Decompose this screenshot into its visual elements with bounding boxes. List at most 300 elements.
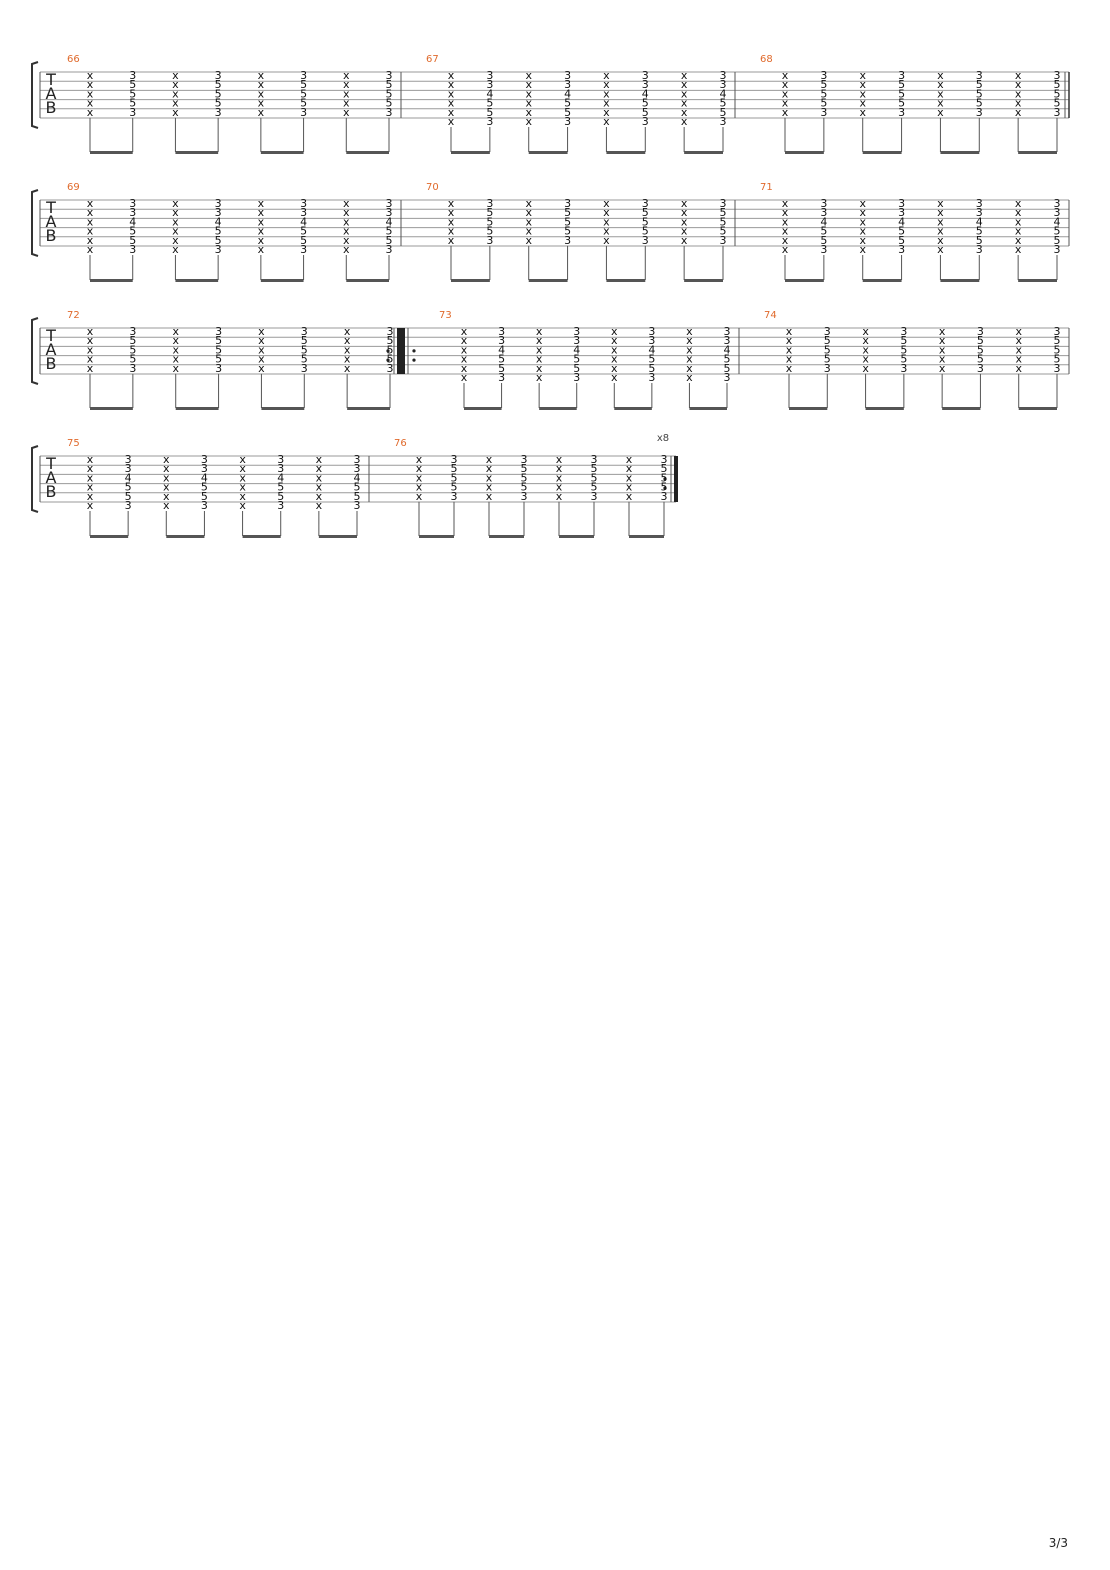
dead-note: x bbox=[603, 224, 610, 238]
dead-note: x bbox=[555, 480, 563, 494]
measure-number: 73 bbox=[439, 310, 452, 321]
fret-number: 5 bbox=[976, 334, 984, 348]
fret-number: 3 bbox=[641, 69, 649, 82]
fret-number: 5 bbox=[820, 224, 828, 238]
fret-number: 5 bbox=[520, 462, 528, 476]
fret-number: 3 bbox=[300, 69, 308, 82]
fret-number: 4 bbox=[573, 343, 581, 357]
beam bbox=[347, 407, 390, 410]
dead-note: x bbox=[680, 78, 688, 92]
dead-note: x bbox=[603, 105, 610, 119]
fret-number: 5 bbox=[498, 361, 506, 375]
fret-number: 4 bbox=[353, 471, 361, 485]
fret-number: 4 bbox=[1053, 215, 1061, 229]
beam bbox=[614, 407, 652, 410]
dead-note: x bbox=[343, 224, 350, 238]
fret-number: 3 bbox=[976, 361, 984, 375]
dead-note: x bbox=[859, 87, 866, 101]
fret-number: 5 bbox=[898, 96, 906, 110]
fret-number: 3 bbox=[1053, 69, 1061, 82]
fret-number: 5 bbox=[719, 105, 727, 119]
dead-note: x bbox=[460, 371, 468, 384]
beam bbox=[529, 279, 568, 282]
beam bbox=[866, 407, 904, 410]
fret-number: 5 bbox=[564, 105, 572, 119]
measure bbox=[67, 310, 394, 410]
dead-note: x bbox=[86, 197, 94, 210]
fret-number: 3 bbox=[976, 325, 984, 338]
measure bbox=[760, 54, 1061, 154]
fret-number: 5 bbox=[900, 343, 908, 357]
dead-note: x bbox=[315, 462, 323, 476]
fret-number: 4 bbox=[648, 343, 656, 357]
fret-number: 3 bbox=[564, 233, 572, 247]
dead-note: x bbox=[343, 361, 351, 375]
fret-number: 3 bbox=[129, 105, 137, 119]
dead-note: x bbox=[937, 215, 944, 229]
fret-number: 3 bbox=[385, 243, 393, 256]
fret-number: 5 bbox=[386, 352, 394, 366]
fret-number: 5 bbox=[385, 233, 393, 247]
beam bbox=[789, 407, 827, 410]
dead-note: x bbox=[686, 352, 693, 366]
dead-note: x bbox=[172, 96, 179, 110]
fret-number: 5 bbox=[820, 233, 828, 247]
beam bbox=[785, 151, 824, 154]
fret-number: 3 bbox=[723, 325, 731, 338]
dead-note: x bbox=[1015, 325, 1022, 338]
dead-note: x bbox=[680, 87, 688, 101]
fret-number: 3 bbox=[564, 69, 572, 82]
dead-note: x bbox=[86, 453, 94, 466]
fret-number: 5 bbox=[214, 87, 222, 101]
dead-note: x bbox=[257, 233, 265, 247]
fret-number: 3 bbox=[385, 206, 393, 220]
dead-note: x bbox=[680, 115, 688, 128]
tab-clef-letter: B bbox=[45, 98, 57, 117]
dead-note: x bbox=[172, 105, 179, 119]
dead-note: x bbox=[862, 343, 869, 357]
fret-number: 3 bbox=[660, 489, 668, 503]
measure-number: 67 bbox=[426, 54, 439, 65]
beam bbox=[1018, 151, 1057, 154]
fret-number: 5 bbox=[823, 334, 831, 348]
measure bbox=[67, 54, 393, 154]
dead-note: x bbox=[343, 78, 350, 92]
fret-number: 5 bbox=[214, 96, 222, 110]
fret-number: 3 bbox=[1053, 325, 1061, 338]
fret-number: 5 bbox=[976, 352, 984, 366]
dead-note: x bbox=[343, 215, 350, 229]
fret-number: 5 bbox=[719, 206, 727, 220]
fret-number: 5 bbox=[215, 352, 223, 366]
dead-note: x bbox=[781, 105, 789, 119]
fret-number: 3 bbox=[129, 243, 137, 256]
fret-number: 5 bbox=[564, 215, 572, 229]
beam bbox=[689, 407, 727, 410]
fret-number: 5 bbox=[215, 334, 223, 348]
fret-number: 4 bbox=[898, 215, 906, 229]
fret-number: 3 bbox=[520, 453, 528, 466]
fret-number: 3 bbox=[898, 69, 906, 82]
dead-note: x bbox=[680, 206, 688, 220]
dead-note: x bbox=[603, 233, 610, 247]
fret-number: 3 bbox=[820, 69, 828, 82]
fret-number: 3 bbox=[386, 361, 394, 375]
dead-note: x bbox=[859, 105, 866, 119]
fret-number: 3 bbox=[1053, 197, 1061, 210]
dead-note: x bbox=[862, 334, 869, 348]
fret-number: 5 bbox=[215, 343, 223, 357]
beam bbox=[464, 407, 502, 410]
dead-note: x bbox=[781, 215, 789, 229]
dead-note: x bbox=[1014, 224, 1022, 238]
fret-number: 3 bbox=[564, 78, 572, 92]
dead-note: x bbox=[343, 87, 350, 101]
fret-number: 5 bbox=[660, 480, 668, 494]
dead-note: x bbox=[785, 352, 793, 366]
repeat-dot bbox=[412, 349, 415, 352]
fret-number: 3 bbox=[820, 197, 828, 210]
measure-number: 76 bbox=[394, 438, 407, 449]
tab-system bbox=[32, 182, 1069, 282]
repeat-end-barline bbox=[674, 456, 678, 502]
beam bbox=[176, 407, 219, 410]
dead-note: x bbox=[415, 480, 423, 494]
fret-number: 5 bbox=[386, 343, 394, 357]
dead-note: x bbox=[257, 197, 265, 210]
tab-clef-letter: T bbox=[46, 198, 56, 217]
dead-note: x bbox=[535, 371, 543, 384]
dead-note: x bbox=[862, 361, 869, 375]
dead-note: x bbox=[525, 87, 532, 101]
fret-number: 3 bbox=[486, 115, 494, 128]
dead-note: x bbox=[611, 352, 618, 366]
fret-number: 3 bbox=[820, 206, 828, 220]
fret-number: 5 bbox=[450, 462, 458, 476]
dead-note: x bbox=[447, 78, 455, 92]
tab-system bbox=[32, 433, 678, 538]
dead-note: x bbox=[686, 325, 693, 338]
fret-number: 4 bbox=[124, 471, 132, 485]
fret-number: 3 bbox=[129, 361, 137, 375]
dead-note: x bbox=[343, 96, 350, 110]
fret-number: 3 bbox=[200, 462, 208, 476]
tab-clef-letter: A bbox=[45, 340, 57, 359]
fret-number: 3 bbox=[975, 69, 983, 82]
beam bbox=[451, 279, 490, 282]
fret-number: 3 bbox=[573, 325, 581, 338]
fret-number: 5 bbox=[975, 224, 983, 238]
fret-number: 5 bbox=[214, 233, 222, 247]
measure bbox=[67, 182, 393, 282]
beam bbox=[346, 151, 389, 154]
fret-number: 3 bbox=[823, 361, 831, 375]
dead-note: x bbox=[447, 197, 455, 210]
fret-number: 3 bbox=[498, 371, 506, 384]
fret-number: 3 bbox=[641, 233, 649, 247]
dead-note: x bbox=[239, 499, 246, 512]
fret-number: 3 bbox=[975, 243, 983, 256]
fret-number: 5 bbox=[300, 78, 308, 92]
dead-note: x bbox=[172, 224, 179, 238]
dead-note: x bbox=[485, 480, 493, 494]
fret-number: 3 bbox=[129, 197, 137, 210]
beam bbox=[451, 151, 490, 154]
dead-note: x bbox=[86, 480, 94, 494]
dead-note: x bbox=[535, 352, 543, 366]
fret-number: 5 bbox=[590, 480, 598, 494]
dead-note: x bbox=[343, 325, 351, 338]
beam bbox=[1019, 407, 1057, 410]
fret-number: 5 bbox=[353, 489, 361, 503]
fret-number: 3 bbox=[486, 197, 494, 210]
fret-number: 3 bbox=[353, 462, 361, 476]
fret-number: 5 bbox=[124, 480, 132, 494]
fret-number: 4 bbox=[641, 87, 649, 101]
fret-number: 3 bbox=[1053, 361, 1061, 375]
beam bbox=[940, 151, 979, 154]
dead-note: x bbox=[447, 206, 455, 220]
dead-note: x bbox=[781, 96, 789, 110]
fret-number: 3 bbox=[214, 105, 222, 119]
fret-number: 5 bbox=[277, 489, 285, 503]
fret-number: 3 bbox=[820, 243, 828, 256]
dead-note: x bbox=[535, 361, 543, 375]
dead-note: x bbox=[415, 453, 423, 466]
dead-note: x bbox=[625, 489, 633, 503]
fret-number: 5 bbox=[820, 87, 828, 101]
fret-number: 3 bbox=[277, 462, 285, 476]
system-bracket bbox=[32, 318, 38, 384]
dead-note: x bbox=[680, 105, 688, 119]
fret-number: 5 bbox=[1053, 334, 1061, 348]
repeat-dot bbox=[412, 359, 415, 362]
beam bbox=[166, 535, 204, 538]
fret-number: 3 bbox=[214, 69, 222, 82]
fret-number: 4 bbox=[129, 215, 137, 229]
fret-number: 3 bbox=[719, 233, 727, 247]
fret-number: 5 bbox=[641, 105, 649, 119]
dead-note: x bbox=[680, 233, 688, 247]
dead-note: x bbox=[611, 325, 618, 338]
dead-note: x bbox=[257, 105, 265, 119]
dead-note: x bbox=[1014, 105, 1022, 119]
dead-note: x bbox=[680, 224, 688, 238]
dead-note: x bbox=[447, 96, 455, 110]
dead-note: x bbox=[86, 96, 94, 110]
tab-clef-letter: B bbox=[45, 226, 57, 245]
dead-note: x bbox=[315, 471, 323, 485]
fret-number: 5 bbox=[498, 352, 506, 366]
fret-number: 5 bbox=[1053, 352, 1061, 366]
dead-note: x bbox=[86, 352, 94, 366]
fret-number: 3 bbox=[214, 206, 222, 220]
dead-note: x bbox=[938, 334, 946, 348]
dead-note: x bbox=[415, 471, 423, 485]
system-bracket bbox=[32, 446, 38, 512]
fret-number: 5 bbox=[823, 343, 831, 357]
dead-note: x bbox=[258, 325, 265, 338]
dead-note: x bbox=[862, 325, 869, 338]
dead-note: x bbox=[172, 325, 179, 338]
beam bbox=[243, 535, 281, 538]
fret-number: 5 bbox=[723, 361, 731, 375]
dead-note: x bbox=[172, 343, 179, 357]
dead-note: x bbox=[447, 233, 455, 247]
dead-note: x bbox=[239, 489, 246, 503]
dead-note: x bbox=[938, 325, 946, 338]
dead-note: x bbox=[86, 215, 94, 229]
fret-number: 3 bbox=[277, 499, 285, 512]
dead-note: x bbox=[555, 471, 563, 485]
beam bbox=[261, 407, 304, 410]
fret-number: 5 bbox=[124, 489, 132, 503]
dead-note: x bbox=[525, 69, 532, 82]
dead-note: x bbox=[257, 215, 265, 229]
dead-note: x bbox=[86, 233, 94, 247]
dead-note: x bbox=[172, 243, 179, 256]
dead-note: x bbox=[603, 69, 610, 82]
fret-number: 5 bbox=[300, 334, 308, 348]
dead-note: x bbox=[86, 243, 94, 256]
dead-note: x bbox=[163, 480, 170, 494]
beam bbox=[90, 151, 133, 154]
fret-number: 5 bbox=[450, 471, 458, 485]
fret-number: 4 bbox=[385, 215, 393, 229]
dead-note: x bbox=[686, 343, 693, 357]
dead-note: x bbox=[525, 78, 532, 92]
dead-note: x bbox=[343, 343, 351, 357]
fret-number: 4 bbox=[719, 87, 727, 101]
repeat-count: x8 bbox=[656, 433, 670, 444]
tab-system bbox=[32, 54, 1069, 154]
dead-note: x bbox=[257, 69, 265, 82]
dead-note: x bbox=[625, 453, 633, 466]
fret-number: 3 bbox=[719, 115, 727, 128]
dead-note: x bbox=[937, 78, 944, 92]
dead-note: x bbox=[535, 343, 543, 357]
dead-note: x bbox=[86, 69, 94, 82]
fret-number: 3 bbox=[385, 197, 393, 210]
dead-note: x bbox=[686, 361, 693, 375]
dead-note: x bbox=[781, 206, 789, 220]
beam bbox=[1018, 279, 1057, 282]
dead-note: x bbox=[172, 87, 179, 101]
dead-note: x bbox=[172, 69, 179, 82]
dead-note: x bbox=[781, 87, 789, 101]
measure-number: 72 bbox=[67, 310, 80, 321]
dead-note: x bbox=[859, 233, 866, 247]
fret-number: 3 bbox=[564, 115, 572, 128]
fret-number: 5 bbox=[641, 215, 649, 229]
fret-number: 5 bbox=[129, 87, 137, 101]
dead-note: x bbox=[1015, 334, 1022, 348]
fret-number: 3 bbox=[498, 334, 506, 348]
fret-number: 5 bbox=[975, 78, 983, 92]
fret-number: 5 bbox=[898, 78, 906, 92]
dead-note: x bbox=[611, 371, 618, 384]
dead-note: x bbox=[415, 462, 423, 476]
dead-note: x bbox=[938, 343, 946, 357]
fret-number: 3 bbox=[300, 243, 308, 256]
dead-note: x bbox=[163, 499, 170, 512]
dead-note: x bbox=[525, 206, 532, 220]
fret-number: 3 bbox=[385, 69, 393, 82]
dead-note: x bbox=[859, 224, 866, 238]
fret-number: 5 bbox=[723, 352, 731, 366]
fret-number: 5 bbox=[385, 96, 393, 110]
fret-number: 5 bbox=[719, 224, 727, 238]
dead-note: x bbox=[785, 361, 793, 375]
beam bbox=[629, 535, 664, 538]
dead-note: x bbox=[1014, 78, 1022, 92]
fret-number: 5 bbox=[386, 334, 394, 348]
fret-number: 5 bbox=[486, 206, 494, 220]
dead-note: x bbox=[343, 105, 350, 119]
dead-note: x bbox=[315, 453, 323, 466]
dead-note: x bbox=[163, 471, 170, 485]
dead-note: x bbox=[1014, 243, 1022, 256]
dead-note: x bbox=[938, 361, 946, 375]
fret-number: 3 bbox=[898, 105, 906, 119]
dead-note: x bbox=[343, 352, 351, 366]
dead-note: x bbox=[1014, 206, 1022, 220]
fret-number: 4 bbox=[214, 215, 222, 229]
fret-number: 3 bbox=[386, 325, 394, 338]
fret-number: 4 bbox=[498, 343, 506, 357]
dead-note: x bbox=[163, 453, 170, 466]
fret-number: 5 bbox=[129, 352, 137, 366]
beam bbox=[261, 279, 304, 282]
fret-number: 5 bbox=[590, 471, 598, 485]
fret-number: 5 bbox=[900, 352, 908, 366]
fret-number: 3 bbox=[498, 325, 506, 338]
dead-note: x bbox=[859, 69, 866, 82]
dead-note: x bbox=[172, 197, 179, 210]
beam bbox=[863, 151, 902, 154]
fret-number: 3 bbox=[300, 361, 308, 375]
beam bbox=[175, 279, 218, 282]
fret-number: 5 bbox=[1053, 343, 1061, 357]
dead-note: x bbox=[86, 499, 94, 512]
dead-note: x bbox=[172, 78, 179, 92]
fret-number: 5 bbox=[214, 78, 222, 92]
dead-note: x bbox=[343, 233, 350, 247]
dead-note: x bbox=[447, 105, 455, 119]
dead-note: x bbox=[257, 78, 265, 92]
fret-number: 3 bbox=[200, 499, 208, 512]
fret-number: 3 bbox=[124, 453, 132, 466]
dead-note: x bbox=[1014, 69, 1022, 82]
fret-number: 3 bbox=[486, 233, 494, 247]
fret-number: 3 bbox=[900, 361, 908, 375]
tab-clef-letter: A bbox=[45, 84, 57, 103]
beam bbox=[940, 279, 979, 282]
fret-number: 5 bbox=[590, 462, 598, 476]
fret-number: 3 bbox=[214, 197, 222, 210]
beam bbox=[419, 535, 454, 538]
measure-number: 70 bbox=[426, 182, 439, 193]
fret-number: 3 bbox=[898, 197, 906, 210]
dead-note: x bbox=[86, 224, 94, 238]
fret-number: 5 bbox=[820, 96, 828, 110]
dead-note: x bbox=[1014, 215, 1022, 229]
beam bbox=[261, 151, 304, 154]
dead-note: x bbox=[460, 361, 468, 375]
fret-number: 5 bbox=[200, 489, 208, 503]
fret-number: 3 bbox=[719, 69, 727, 82]
